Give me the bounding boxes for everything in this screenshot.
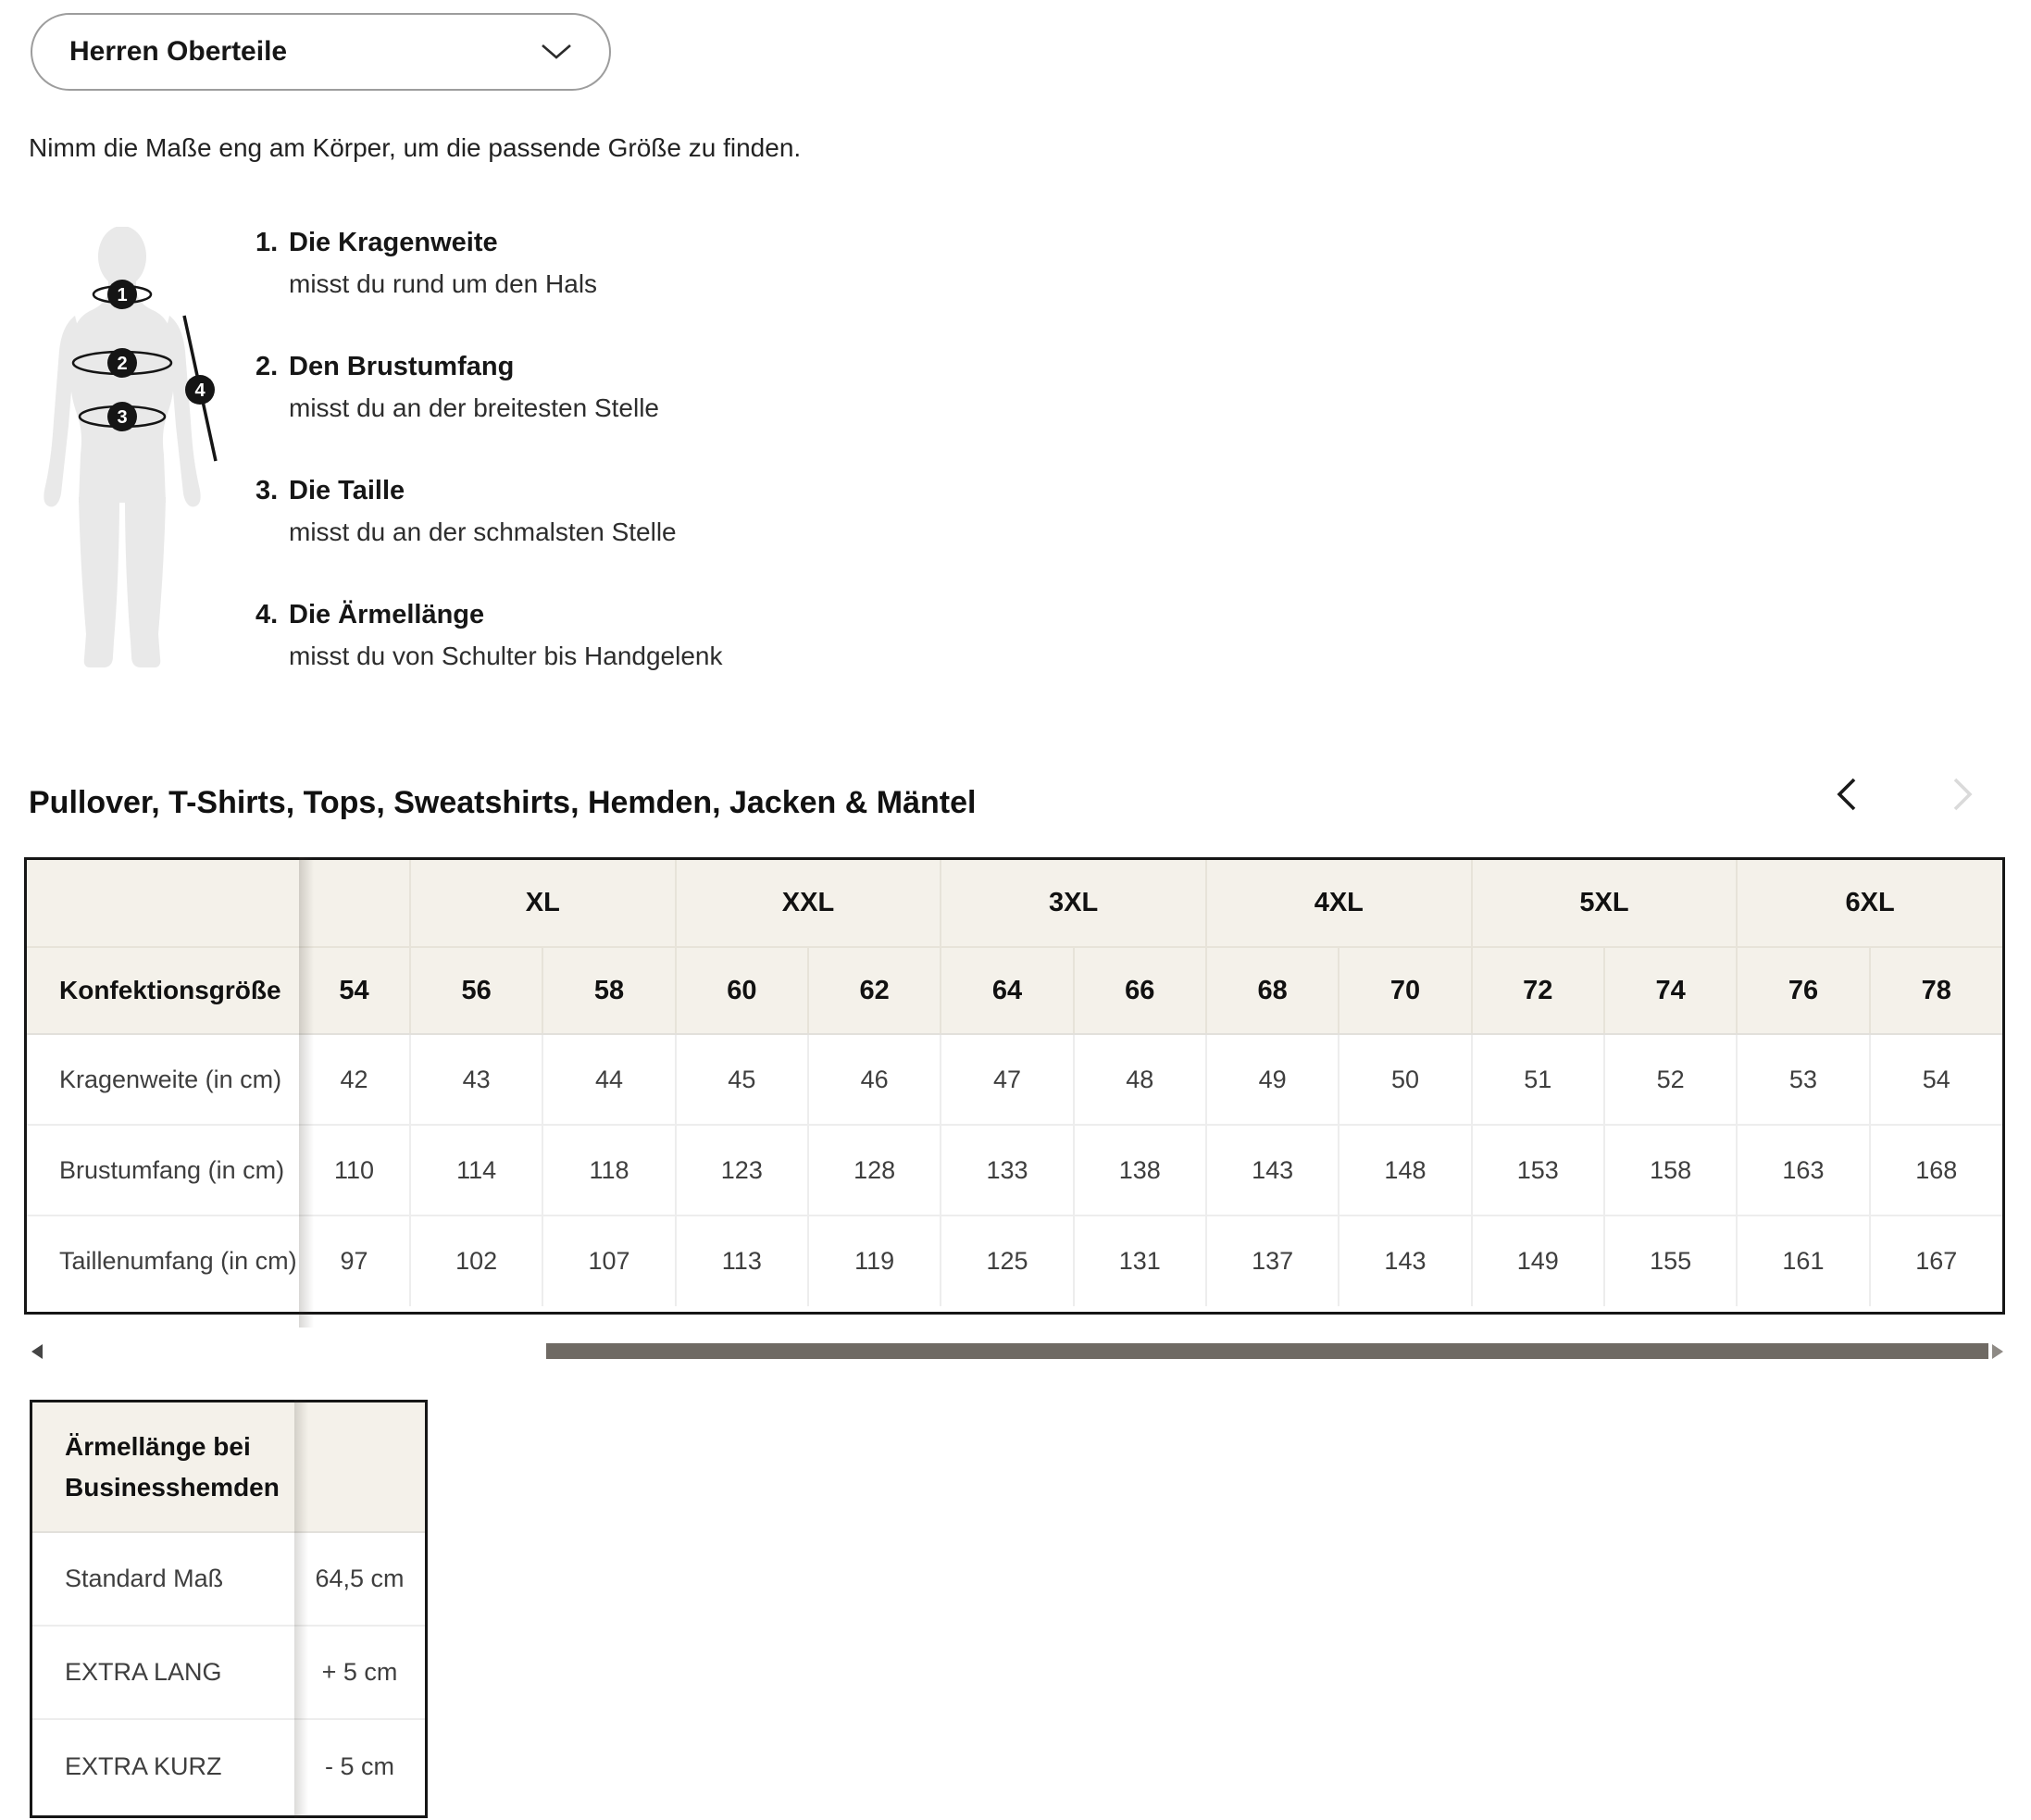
marker-2-icon	[107, 348, 137, 378]
size-column-header-62: 62	[808, 947, 941, 1034]
category-dropdown-value: Herren Oberteile	[69, 36, 288, 67]
list-item	[255, 598, 722, 672]
marker-1-icon	[107, 280, 137, 309]
measurement-value-cell: 143	[1339, 1215, 1471, 1306]
size-column-header-68: 68	[1206, 947, 1339, 1034]
measurement-value-cell: 143	[1206, 1125, 1339, 1215]
measurement-value-cell: 46	[808, 1034, 941, 1125]
measurement-value-cell: 47	[941, 1034, 1073, 1125]
measurement-value-cell: 137	[1206, 1215, 1339, 1306]
size-column-header-66: 66	[1074, 947, 1206, 1034]
marker-3-icon	[107, 402, 137, 431]
size-column-header-70: 70	[1339, 947, 1471, 1034]
list-item-description: misst du rund um den Hals	[289, 269, 598, 298]
size-group-row	[27, 860, 2002, 947]
chevron-down-icon	[541, 44, 572, 60]
size-table	[24, 857, 2005, 1315]
measurement-value-cell: 43	[410, 1034, 542, 1125]
measurement-value-cell: 138	[1074, 1125, 1206, 1215]
table-row	[32, 1719, 425, 1813]
measurement-value-cell: 48	[1074, 1034, 1206, 1125]
measurement-value-cell: 50	[1339, 1034, 1471, 1125]
size-column-header-56: 56	[410, 947, 542, 1034]
chevron-left-icon	[1828, 774, 1869, 815]
measurement-value-cell: 42	[299, 1034, 410, 1125]
size-group-header-xxl: XXL	[676, 860, 941, 947]
size-column-header-58: 58	[542, 947, 675, 1034]
list-item	[255, 474, 677, 548]
measurement-row-label: Taillenumfang (in cm)	[27, 1215, 299, 1306]
body-silhouette-icon	[27, 227, 218, 671]
chevron-right-icon	[1940, 774, 1981, 815]
measurement-value-cell: 107	[542, 1215, 675, 1306]
sleeve-header-line2: Businesshemden	[65, 1472, 280, 1502]
size-group-header-xl: XL	[410, 860, 676, 947]
measurement-value-cell: 149	[1472, 1215, 1604, 1306]
list-item-description: misst du an der schmalsten Stelle	[289, 517, 677, 546]
size-group-header-4xl: 4XL	[1206, 860, 1472, 947]
measurement-value-cell: 114	[410, 1125, 542, 1215]
size-column-header-64: 64	[941, 947, 1073, 1034]
sleeve-row-value: 64,5 cm	[294, 1532, 425, 1626]
measurement-value-cell: 119	[808, 1215, 941, 1306]
size-column-header-54: 54	[299, 947, 410, 1034]
size-column-header-74: 74	[1604, 947, 1737, 1034]
measurement-value-cell: 118	[542, 1125, 675, 1215]
table-row	[27, 1034, 2002, 1125]
group-row-sticky-spacer	[27, 860, 299, 947]
measurement-value-cell: 123	[676, 1125, 808, 1215]
size-table-section-title: Pullover, T-Shirts, Tops, Sweatshirts, Hemden, Jacken & Mäntel	[29, 785, 977, 820]
sleeve-table-header	[32, 1402, 294, 1532]
measurement-value-cell: 54	[1870, 1034, 2002, 1125]
list-item-title: Die Kragenweite	[289, 228, 498, 257]
list-item-number: 4.	[255, 600, 279, 630]
svg-text:3: 3	[117, 407, 128, 428]
measurement-value-cell: 167	[1870, 1215, 2002, 1306]
size-column-header-76: 76	[1737, 947, 1869, 1034]
table-row	[32, 1626, 425, 1719]
list-item-number: 1.	[255, 228, 279, 257]
sleeve-row-label: Standard Maß	[32, 1532, 294, 1626]
measurement-row-label: Brustumfang (in cm)	[27, 1125, 299, 1215]
measurement-value-cell: 168	[1870, 1125, 2002, 1215]
measurement-value-cell: 97	[299, 1215, 410, 1306]
measurement-value-cell: 44	[542, 1034, 675, 1125]
list-item-title: Den Brustumfang	[289, 352, 515, 381]
marker-4-icon	[185, 375, 215, 405]
table-row	[32, 1532, 425, 1626]
svg-text:4: 4	[194, 380, 206, 401]
measurement-value-cell: 158	[1604, 1125, 1737, 1215]
list-item-title: Die Taille	[289, 476, 405, 505]
sleeve-row-label: EXTRA KURZ	[32, 1719, 294, 1813]
measurement-value-cell: 49	[1206, 1034, 1339, 1125]
measurement-value-cell: 163	[1737, 1125, 1869, 1215]
measurement-value-cell: 51	[1472, 1034, 1604, 1125]
group-row-lead-spacer	[299, 860, 410, 947]
table-row	[27, 1125, 2002, 1215]
sleeve-row-value: + 5 cm	[294, 1626, 425, 1719]
svg-text:2: 2	[117, 354, 128, 374]
scrollbar-thumb[interactable]	[546, 1343, 1988, 1359]
sleeve-row-label: EXTRA LANG	[32, 1626, 294, 1719]
list-item-description: misst du von Schulter bis Handgelenk	[289, 642, 723, 670]
measurement-value-cell: 155	[1604, 1215, 1737, 1306]
sleeve-row-value: - 5 cm	[294, 1719, 425, 1813]
size-header-row	[27, 947, 2002, 1034]
measurement-value-cell: 128	[808, 1125, 941, 1215]
svg-text:1: 1	[117, 285, 128, 305]
measurement-value-cell: 133	[941, 1125, 1073, 1215]
size-column-header-72: 72	[1472, 947, 1604, 1034]
measurement-value-cell: 153	[1472, 1125, 1604, 1215]
intro-text: Nimm die Maße eng am Körper, um die passende Größe zu finden.	[29, 133, 802, 162]
table-row	[32, 1402, 425, 1532]
measurement-value-cell: 131	[1074, 1215, 1206, 1306]
size-group-header-3xl: 3XL	[941, 860, 1206, 947]
list-item	[255, 226, 597, 300]
carousel-prev-button[interactable]	[1828, 774, 1869, 815]
measurement-value-cell: 52	[1604, 1034, 1737, 1125]
sleeve-header-line1: Ärmellänge bei	[65, 1432, 251, 1462]
list-item-description: misst du an der breitesten Stelle	[289, 393, 659, 422]
size-column-header-60: 60	[676, 947, 808, 1034]
size-group-header-6xl: 6XL	[1737, 860, 2002, 947]
measurement-value-cell: 53	[1737, 1034, 1869, 1125]
measurement-value-cell: 148	[1339, 1125, 1471, 1215]
size-group-header-5xl: 5XL	[1472, 860, 1738, 947]
scrollbar-right-arrow-icon[interactable]	[1992, 1344, 2003, 1359]
table-row	[27, 1215, 2002, 1306]
measurement-value-cell: 45	[676, 1034, 808, 1125]
body-measurement-figure	[27, 227, 218, 671]
measurement-value-cell: 102	[410, 1215, 542, 1306]
list-item-number: 3.	[255, 476, 279, 505]
row-header-konfektionsgroesse: Konfektionsgröße	[27, 947, 299, 1034]
measurement-value-cell: 125	[941, 1215, 1073, 1306]
sticky-column-extension	[24, 1315, 299, 1328]
list-item-title: Die Ärmellänge	[289, 600, 485, 630]
scrollbar-left-arrow-icon[interactable]	[31, 1344, 43, 1359]
sleeve-table-header-spacer	[294, 1402, 425, 1532]
size-column-header-78: 78	[1870, 947, 2002, 1034]
measurement-value-cell: 113	[676, 1215, 808, 1306]
list-item-number: 2.	[255, 352, 279, 381]
carousel-next-button[interactable]	[1940, 774, 1981, 815]
measurement-value-cell: 110	[299, 1125, 410, 1215]
measurement-value-cell: 161	[1737, 1215, 1869, 1306]
sleeve-length-table	[30, 1400, 428, 1818]
list-item	[255, 350, 659, 424]
category-dropdown[interactable]	[31, 13, 611, 91]
measurement-row-label: Kragenweite (in cm)	[27, 1034, 299, 1125]
